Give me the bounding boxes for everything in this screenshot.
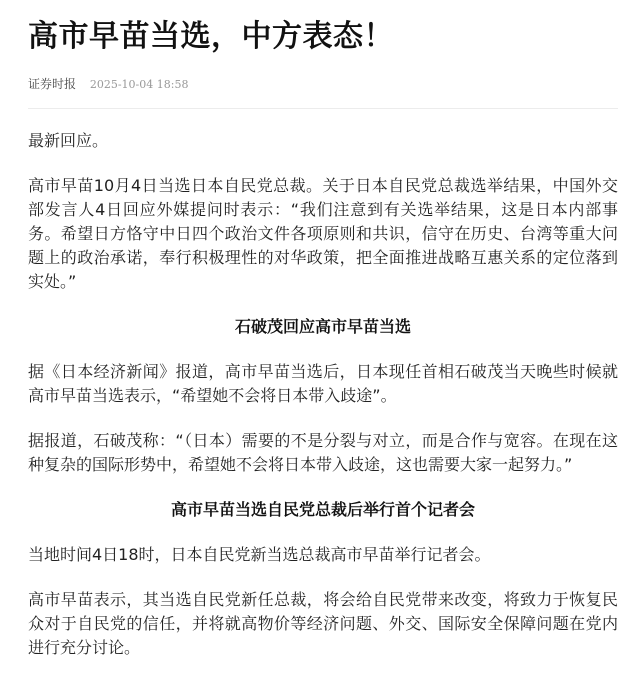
section-heading-ishiba: 石破茂回应高市早苗当选 <box>234 317 411 336</box>
article-meta <box>28 74 618 94</box>
header-divider <box>28 108 618 109</box>
paragraph-intro: 最新回应。 <box>28 131 109 150</box>
section-heading-press-conference: 高市早苗当选自民党总裁后举行首个记者会 <box>170 500 475 519</box>
paragraph-ishiba-quote: 据报道，石破茂称：“（日本）需要的不是分裂与对立，而是合作与宽容。在现在这种复杂的国际形势中，希望她不会将日本带入歧途，这也需要大家一起努力。” <box>28 431 618 474</box>
article-title: 高市早苗当选，中方表态！ <box>28 19 394 54</box>
paragraph-nikkei-report: 据《日本经济新闻》报道，高市早苗当选后，日本现任首相石破茂当天晚些时候就高市早苗当选表示，“希望她不会将日本带入歧途”。 <box>28 362 618 405</box>
paragraph-press-conference: 当地时间4日18时，日本自民党新当选总裁高市早苗举行记者会。 <box>28 545 491 564</box>
paragraph-foreign-ministry: 高市早苗10月4日当选日本自民党总裁。关于日本自民党总裁选举结果，中国外交部发言人4日回应外媒提问时表示：“我们注意到有关选举结果，这是日本内部事务。希望日方恪守中日四个政治文件各项原则和共识，信守在历史、台湾等重大问题上的政治承诺，奉行积极理性的对华政策，把全面推进战略互惠关系的定位落到实处。” <box>28 176 618 291</box>
article-source[interactable]: 证券时报 <box>28 77 77 91</box>
article-timestamp: 2025-10-04 18:58 <box>89 78 189 91</box>
paragraph-takaichi-statement: 高市早苗表示，其当选自民党新任总裁，将会给自民党带来改变，将致力于恢复民众对于自民党的信任，并将就高物价等经济问题、外交、国际安全保障问题在党内进行充分讨论。 <box>28 590 618 657</box>
article-body <box>28 129 618 660</box>
